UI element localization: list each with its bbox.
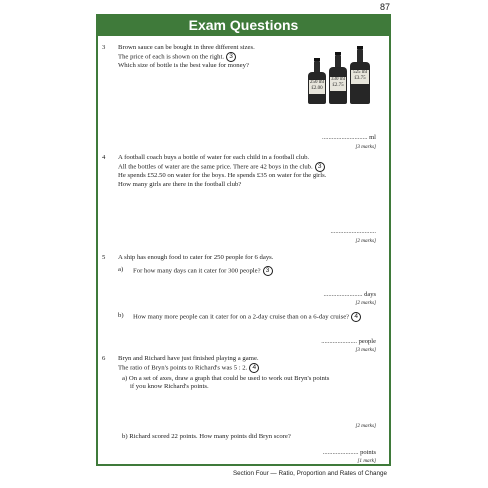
question-text: A ship has enough food to cater for 250 people for 6 days. [118, 254, 274, 261]
part-b-text: How many more people can it cater for on a 2-day cruise than on a 6-day cruise? 4 [133, 312, 361, 322]
bottle-size: 330 ml [330, 77, 346, 82]
part-b-text: b) Richard scored 22 points. How many points did Bryn score? [122, 433, 291, 440]
answer-line[interactable]: ............................ ml [322, 134, 376, 141]
bottle-large [350, 46, 370, 104]
question-6 [102, 355, 384, 463]
page-number: 87 [379, 2, 390, 12]
page-title: Exam Questions [98, 14, 389, 36]
marks-label: [2 marks] [355, 238, 376, 244]
question-number: 4 [102, 154, 106, 161]
part-b-label: b) [118, 312, 124, 319]
marks-label: [3 marks] [355, 347, 376, 353]
question-text [118, 355, 378, 373]
marks-circle: 3 [315, 162, 325, 172]
question-line: How many girls are there in the football club? [118, 180, 242, 188]
question-line: A football coach buys a bottle of water for each child in a football club. [118, 154, 310, 161]
question-line: Bryn and Richard have just finished playing a game. [118, 355, 259, 362]
answer-line[interactable]: ............................ [330, 228, 376, 235]
question-line: All the bottles of water are the same price. There are 42 boys in the club. 3 [118, 162, 378, 172]
part-a-label: a) [118, 266, 124, 273]
bottle-medium [329, 52, 347, 104]
marks-circle: 3 [263, 266, 273, 276]
exam-page-frame [96, 14, 391, 466]
part-a-text: if you know Richard's points. [130, 383, 209, 390]
question-number: 6 [102, 355, 106, 362]
marks-label: [3 marks] [355, 144, 376, 150]
bottle-price: £2.00 [311, 86, 323, 91]
marks-circle: 4 [249, 363, 259, 373]
marks-circle: 3 [226, 52, 236, 62]
marks-label: [2 marks] [355, 423, 376, 429]
part-a-text: a) On a set of axes, draw a graph that could be used to work out Bryn's points [122, 375, 330, 382]
answer-line[interactable]: ........................ days [323, 291, 376, 298]
part-a-text: For how many days can it cater for 300 people? 3 [133, 266, 273, 276]
bottle-price: £2.75 [332, 83, 344, 88]
marks-label: [1 mark] [357, 458, 376, 464]
marks-circle: 4 [351, 312, 361, 322]
question-number: 3 [102, 44, 106, 51]
bottle-size: 250 ml [309, 80, 325, 85]
question-line: The ratio of Bryn's points to Richard's was 5 : 2. 4 [118, 363, 378, 373]
question-line: Brown sauce can be bought in three different sizes. [118, 44, 255, 51]
answer-line[interactable]: ...................... people [321, 338, 376, 345]
bottle-price: £3.75 [354, 76, 366, 81]
question-line: Which size of bottle is the best value for money? [118, 62, 249, 70]
question-line: The price of each is shown on the right. 3 [118, 52, 378, 62]
marks-label: [2 marks] [355, 300, 376, 306]
answer-line[interactable]: ...................... points [322, 449, 376, 456]
question-4 [102, 154, 384, 249]
question-text [118, 154, 378, 189]
bottle-size: 525 ml [352, 70, 368, 75]
question-5 [102, 254, 384, 362]
question-number: 5 [102, 254, 106, 261]
bottle-small [308, 58, 326, 104]
question-3 [102, 44, 384, 154]
page-footer: Section Four — Ratio, Proportion and Rates of Change [232, 470, 387, 477]
question-line: He spends £52.50 on water for the boys. He spends £35 on water for the girls. [118, 172, 327, 180]
